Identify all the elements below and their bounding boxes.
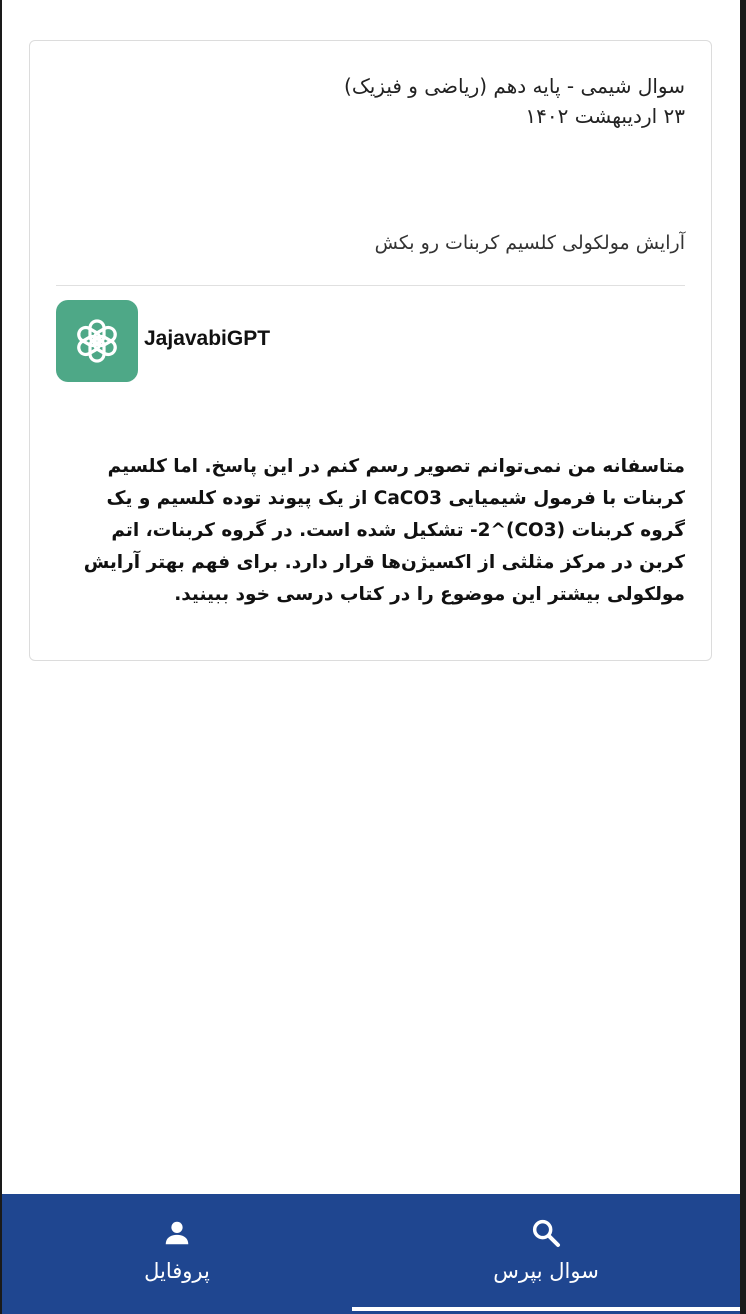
app-screen	[2, 0, 740, 1314]
bot-avatar	[56, 300, 138, 382]
question-date: ۲۳ اردیبهشت ۱۴۰۲	[525, 104, 685, 128]
person-icon	[160, 1216, 194, 1250]
nav-label-ask-question: سوال بپرس	[493, 1259, 599, 1283]
search-icon	[529, 1216, 563, 1250]
question-title: سوال شیمی - پایه دهم (ریاضی و فیزیک)	[344, 74, 685, 98]
bottom-nav	[2, 1194, 740, 1314]
divider	[56, 285, 685, 286]
answer-text: متاسفانه من نمی‌توانم تصویر رسم کنم در این پاسخ. اما کلسیم کربنات با فرمول شیمیایی CaCO3 از یک پیوند توده کلسیم و یک گروه کربنات (CO3)^2- تشکیل شده است. در گروه کربنات، اتم کربن در مرکز مثلثی از اکسیژن‌ها قرار دارد. برای فهم بهتر آرایش مولکولی بیشتر این موضوع را در کتاب درسی خود ببینید.	[83, 456, 685, 605]
bot-name: JajavabiGPT	[144, 327, 271, 350]
nav-item-ask-question[interactable]	[352, 1194, 740, 1314]
question-text: آرایش مولکولی کلسیم کربنات رو بکش	[374, 232, 685, 254]
openai-logo-icon	[71, 315, 123, 367]
question-card	[29, 40, 712, 661]
active-tab-indicator	[352, 1307, 740, 1311]
nav-label-profile: پروفایل	[144, 1259, 210, 1283]
nav-item-profile[interactable]	[2, 1194, 352, 1314]
